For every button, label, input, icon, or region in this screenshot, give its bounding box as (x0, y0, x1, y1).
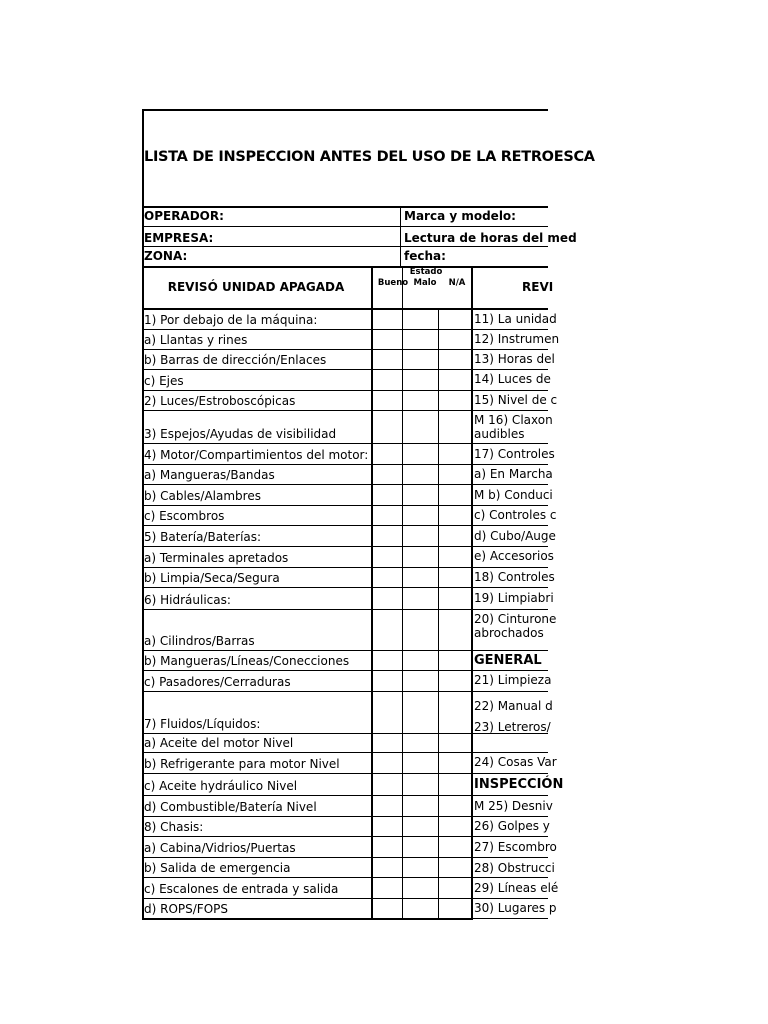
col-bueno: Bueno (377, 278, 409, 288)
right-item: 12) Instrumen (474, 332, 560, 346)
grid-hline (142, 349, 548, 350)
right-item: abrochados (474, 626, 544, 640)
grid-hline (142, 795, 548, 796)
left-item: b) Salida de emergencia (144, 861, 291, 875)
left-item: 6) Hidráulicas: (144, 593, 231, 607)
grid-hline (142, 816, 548, 817)
grid-hline (142, 752, 548, 753)
grid-hline (142, 587, 548, 588)
right-item: 27) Escombro (474, 840, 557, 854)
right-item: 13) Horas del (474, 352, 555, 366)
grid-hline (142, 484, 548, 485)
empresa-label: EMPRESA: (144, 231, 214, 245)
left-item: b) Barras de dirección/Enlaces (144, 353, 327, 367)
grid-hline (142, 525, 548, 526)
right-item: a) En Marcha (474, 467, 553, 481)
left-item: a) Aceite del motor Nivel (144, 736, 294, 750)
marca-modelo-label: Marca y modelo: (404, 209, 516, 223)
grid-hline (142, 443, 548, 444)
left-item: c) Pasadores/Cerraduras (144, 675, 291, 689)
grid-hline (142, 567, 548, 568)
grid-hline (142, 226, 548, 227)
grid-vline (438, 308, 439, 920)
grid-vline (400, 206, 401, 266)
left-item: c) Escombros (144, 509, 225, 523)
left-item: b) Cables/Alambres (144, 489, 261, 503)
grid-hline (142, 109, 548, 111)
right-item: 20) Cinturone (474, 612, 557, 626)
right-item: 28) Obstrucci (474, 861, 555, 875)
fecha-label: fecha: (404, 249, 446, 263)
left-item: 5) Batería/Baterías: (144, 530, 262, 544)
right-section-title: GENERAL (474, 653, 542, 668)
grid-hline (142, 246, 548, 247)
grid-hline (142, 410, 548, 411)
right-item: c) Controles c (474, 508, 557, 522)
grid-hline (142, 857, 548, 858)
grid-hline (142, 691, 548, 692)
left-item: b) Refrigerante para motor Nivel (144, 757, 340, 771)
left-item: 1) Por debajo de la máquina: (144, 313, 318, 327)
lectura-horas-label: Lectura de horas del med (404, 231, 577, 245)
grid-hline (142, 836, 548, 837)
left-item: c) Aceite hydráulico Nivel (144, 779, 298, 793)
right-item: 23) Letreros/ (474, 720, 551, 734)
right-item: 15) Nivel de c (474, 393, 558, 407)
col-na: N/A (448, 278, 466, 288)
left-item: a) Cabina/Vidrios/Puertas (144, 841, 296, 855)
right-item: 26) Golpes y (474, 819, 550, 833)
right-item: 21) Limpieza (474, 673, 552, 687)
right-item: 30) Lugares p (474, 901, 557, 915)
right-item: M 16) Claxon (474, 413, 553, 427)
left-item: a) Llantas y rines (144, 333, 248, 347)
right-item: 14) Luces de (474, 372, 551, 386)
right-item: 22) Manual d (474, 699, 553, 713)
grid-hline (142, 650, 548, 651)
right-item: 17) Controles (474, 447, 555, 461)
grid-hline (142, 329, 548, 330)
operador-label: OPERADOR: (144, 209, 224, 223)
right-item: audibles (474, 427, 525, 441)
inspection-sheet (142, 109, 595, 920)
grid-vline (371, 266, 373, 920)
right-item: 19) Limpiabri (474, 591, 554, 605)
right-item: 29) Líneas elé (474, 881, 559, 895)
col-malo: Malo (413, 278, 437, 288)
grid-hline (142, 877, 548, 878)
left-item: 3) Espejos/Ayudas de visibilidad (144, 427, 337, 441)
left-section-header: REVISÓ UNIDAD APAGADA (167, 280, 345, 294)
grid-hline (142, 773, 548, 774)
left-item: a) Mangueras/Bandas (144, 468, 275, 482)
grid-hline (142, 266, 548, 268)
left-item: 7) Fluidos/Líquidos: (144, 717, 261, 731)
grid-hline (142, 206, 548, 208)
left-item: a) Terminales apretados (144, 551, 289, 565)
right-item: 24) Cosas Var (474, 755, 557, 769)
grid-hline (142, 308, 548, 310)
grid-hline (142, 609, 548, 610)
right-section-header: REVI (522, 280, 554, 294)
right-section-title: INSPECCIÓN (474, 777, 564, 792)
right-item: 18) Controles (474, 570, 555, 584)
right-item: M b) Conduci (474, 488, 553, 502)
grid-hline (142, 546, 548, 547)
left-item: c) Escalones de entrada y salida (144, 882, 339, 896)
left-item: b) Limpia/Seca/Segura (144, 571, 280, 585)
zona-label: ZONA: (144, 249, 188, 263)
left-item: a) Cilindros/Barras (144, 634, 255, 648)
left-item: c) Ejes (144, 374, 184, 388)
grid-vline (402, 308, 403, 920)
grid-vline (471, 266, 473, 920)
right-item: e) Accesorios (474, 549, 554, 563)
left-item: 4) Motor/Compartimientos del motor: (144, 448, 369, 462)
left-item: 2) Luces/Estroboscópicas (144, 394, 296, 408)
right-item: 11) La unidad (474, 312, 557, 326)
grid-hline (142, 390, 548, 391)
left-item: 8) Chasis: (144, 820, 204, 834)
estado-label: Estado (409, 267, 443, 277)
right-item: M 25) Desniv (474, 799, 553, 813)
sheet-title: LISTA DE INSPECCION ANTES DEL USO DE LA RETROESCA (144, 149, 595, 165)
left-item: d) ROPS/FOPS (144, 902, 228, 916)
grid-hline (142, 918, 548, 919)
grid-hline (142, 505, 548, 506)
grid-hline (142, 464, 548, 465)
left-item: b) Mangueras/Líneas/Conecciones (144, 654, 350, 668)
grid-hline (142, 369, 548, 370)
left-item: d) Combustible/Batería Nivel (144, 800, 317, 814)
right-item: d) Cubo/Auge (474, 529, 556, 543)
grid-hline (142, 898, 548, 899)
grid-hline (142, 670, 548, 671)
